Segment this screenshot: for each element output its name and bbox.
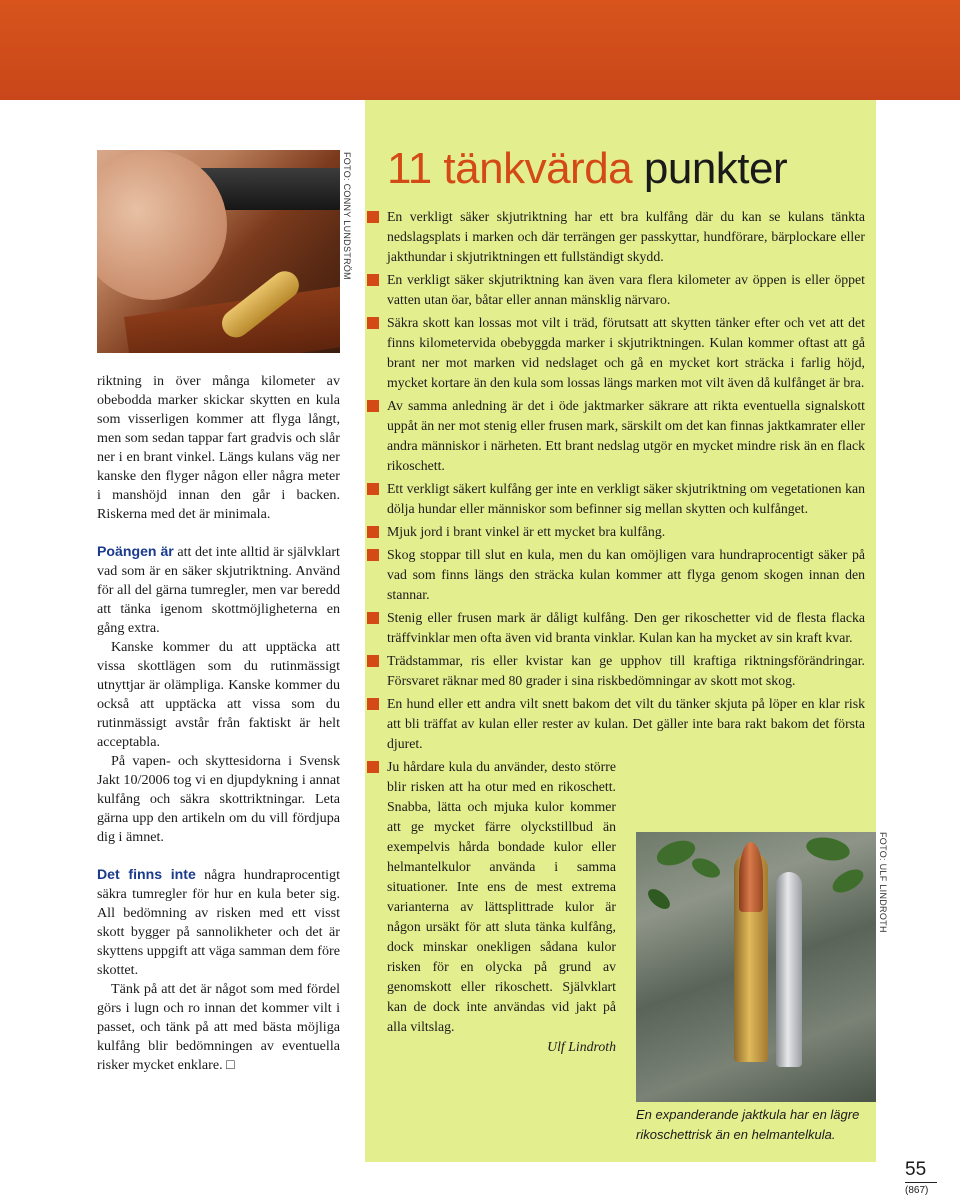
bullet-square-icon bbox=[367, 698, 379, 710]
list-item: En verkligt säker skjutriktning har ett bra kulfång där du kan se kulans tänkta nedslagsplats i marken och där terrängen ger passkyttar, hundförare, bärplockare eller jakthundar i skjutriktningen ett fullständigt skydd. bbox=[365, 207, 876, 267]
list-item: En verkligt säker skjutriktning kan även vara flera kilometer av öppen is eller öppet vatten utan öar, båtar eller annan mänsklig närvaro. bbox=[365, 270, 876, 310]
bullet-square-icon bbox=[367, 317, 379, 329]
rifle-loading-photo bbox=[97, 150, 340, 353]
list-item: Stenig eller frusen mark är dåligt kulfång. Den ger rikoschetter vid de flesta flacka träffvinklar men ofta även vid branta vinklar. Kulan kan ha mycket av sin kraft kvar. bbox=[365, 608, 876, 648]
photo-credit-top: FOTO: CONNY LUNDSTRÖM bbox=[342, 152, 352, 280]
list-item: Av samma anledning är det i öde jaktmarker säkrare att rikta eventuella signalskott uppåt än ner mot stenig eller frusen mark, särskilt om det kan finnas jaktkamrater eller andra människor i närheten. Ett brant nedslag utgör en mycket mindre risk än en flack rikoschett. bbox=[365, 396, 876, 476]
sidebar-title: 11 tänkvärda punkter bbox=[387, 144, 788, 193]
bullet-square-icon bbox=[367, 400, 379, 412]
list-item: Skog stoppar till slut en kula, men du kan omöjligen vara hundraprocentigt säker på vad som finns längs den sträcka kulan kommer att flyga genom skogen innan den stannar. bbox=[365, 545, 876, 605]
lead-in: Det finns inte bbox=[97, 866, 196, 882]
cartridges-photo bbox=[636, 832, 876, 1102]
list-item: Mjuk jord i brant vinkel är ett mycket bra kulfång. bbox=[365, 522, 876, 542]
paragraph: På vapen- och skyttesidorna i Svensk Jakt 10/2006 tog vi en djupdykning i annat kulfång och säkra skottriktningar. Leta gärna upp den artikeln om du vill fördjupa dig i ämnet. bbox=[97, 753, 340, 845]
list-item: Säkra skott kan lossas mot vilt i träd, förutsatt att skytten tänker efter och vet att det finns kilometervida obebyggda marker i skjutriktningen. Kulan kommer oftast att gå brant ner mot marken vid nedslaget och gå en mycket kort sträcka i farlig höjd, mycket kortare än den kula som lossas längs marken mot vilt även då kulfånget är bra. bbox=[365, 313, 876, 393]
list-item: Ett verkligt säkert kulfång ger inte en verkligt säker skjutriktning om vegetationen kan dölja hundar eller människor som befinner sig mellan skytten och kulfånget. bbox=[365, 479, 876, 519]
article-left-column bbox=[97, 372, 340, 1075]
list-item: Ju hårdare kula du använder, desto större blir risken att ha otur med en rikoschett. Snabba, lätta och mjuka kulor kommer att ge mycket färre olyckstillbud än exempelvis hårda bondade kulor eller helmantelkulor använda i samma situationer. Inte ens de mest extrema varianterna av lättsplittrade kulor är någon ursäkt för att sluta tänka kulfång, dock minskar onekligen sådana kulor risken för en olycka på grund av genomskott eller rikoschett. Självklart kan de dock inte användas vid jakt på alla viltslag. Ulf Lindroth bbox=[365, 757, 616, 1057]
top-color-bar bbox=[0, 0, 960, 100]
list-item: En hund eller ett andra vilt snett bakom det vilt du tänker skjuta på löper en klar risk att bli träffat av kulan eller rester av kulan. Det gäller inte bara rakt bakom det första djuret. bbox=[365, 694, 876, 754]
bullet-square-icon bbox=[367, 655, 379, 667]
photo-credit-bottom: FOTO: ULF LINDROTH bbox=[878, 832, 888, 933]
bullet-square-icon bbox=[367, 761, 379, 773]
list-item: Trädstammar, ris eller kvistar kan ge upphov till kraftiga riktningsförändringar. Försvaret räknar med 80 grader i sina riskbedömningar av skott mot skog. bbox=[365, 651, 876, 691]
author-signature: Ulf Lindroth bbox=[547, 1039, 616, 1054]
bullet-square-icon bbox=[367, 211, 379, 223]
paragraph: Tänk på att det är något som med fördel görs i lugn och ro innan det kommer vilt i passet, och tänk på att med bästa möjliga kulfång blir bedömningen av eventuella risker mycket enklare. □ bbox=[97, 981, 340, 1073]
lead-in: Poängen är bbox=[97, 543, 174, 559]
bullet-square-icon bbox=[367, 274, 379, 286]
paragraph: Kanske kommer du att upptäcka att vissa skottlägen som du rutinmässigt utnyttjar är olämpliga. Kanske kommer du också att upptäcka att vissa som du rutinmässigt avstår från faktiskt är helt acceptabla. bbox=[97, 639, 340, 750]
bullet-square-icon bbox=[367, 549, 379, 561]
photo-caption: En expanderande jaktkula har en lägre rikoschettrisk än en helmantelkula. bbox=[636, 1107, 860, 1142]
page-number: 55 (867) bbox=[905, 1160, 945, 1197]
paragraph: Det finns inte några hundraprocentigt säkra tumregler för hur en kula beter sig. All bedömning av risken med ett visst skott bygger på sannolikheter och det är skyttens uppgift att väga samman dem före skottet. bbox=[97, 866, 341, 978]
paragraph: Poängen är att det inte alltid är självklart vad som är en säker skjutriktning. Använd för all del gärna tumregler, men var beredd att tänka igenom skottmöjligheterna en gång extra. bbox=[97, 543, 340, 636]
bullet-square-icon bbox=[367, 483, 379, 495]
bullet-square-icon bbox=[367, 526, 379, 538]
bullet-square-icon bbox=[367, 612, 379, 624]
paragraph: riktning in över många kilometer av obebodda marker skickar skytten en kula som visserligen kommer att flyga långt, men som sedan tappar fart gradvis och slår ner i en brant vinkel. Längs kulans väg ner kanske den flyger någon eller några meter i manshöjd innan den går i backen. Riskerna med det är minimala. bbox=[97, 373, 340, 522]
